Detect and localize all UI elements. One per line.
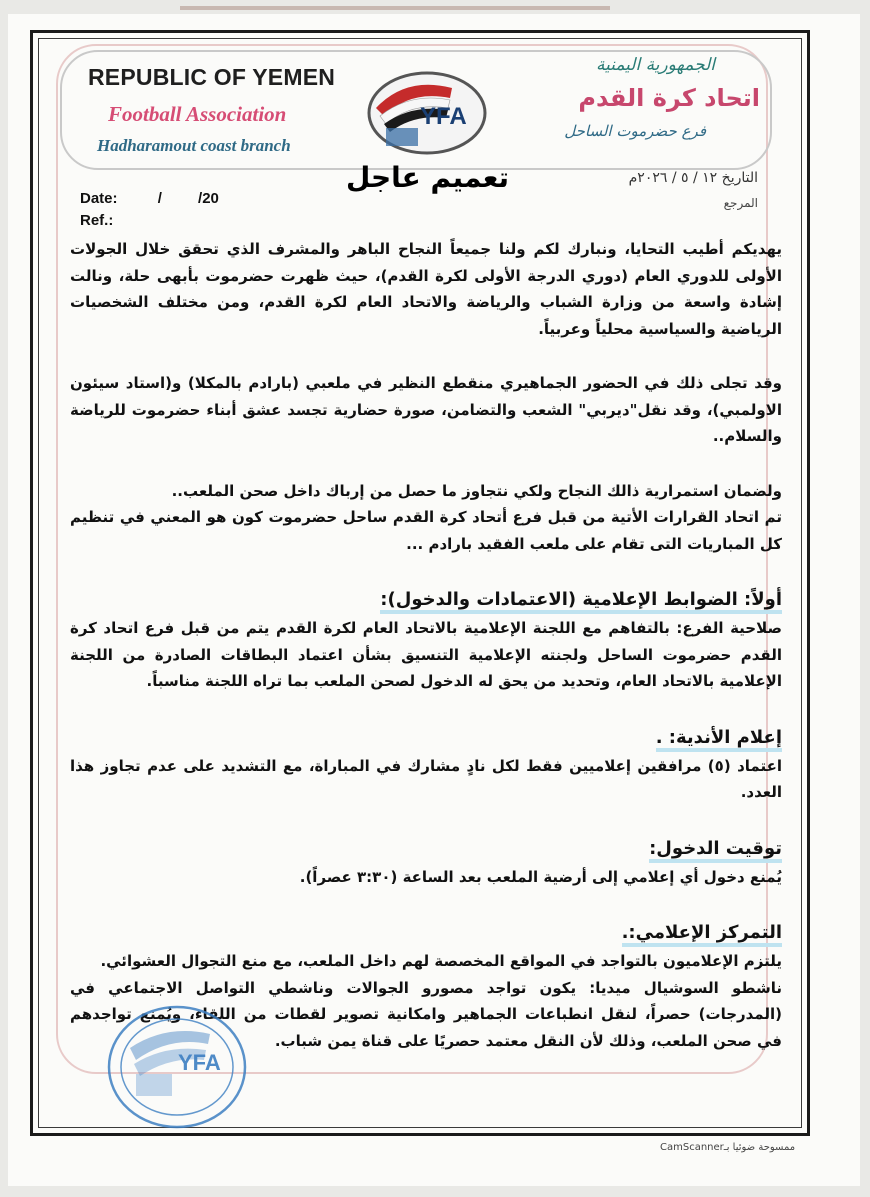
section-heading-media-positioning: التمركز الإعلامي:. [70, 918, 782, 948]
date-sep-1: / [157, 190, 162, 207]
date-field-en [80, 190, 219, 207]
scanner-label-ar: ممسوحة ضوئيا بـ [723, 1142, 796, 1153]
date-field-ar: التاريخ ١٢ / ٥ / ٢٠٢٦م [628, 170, 758, 186]
svg-text:YFA: YFA [178, 1050, 221, 1075]
date-label: Date: [80, 190, 118, 207]
intro-paragraph: يهديكم أطيب التحايا، ونبارك لكم ولنا جميعاً النجاح الباهر والمشرف الذي تحقق خلال الجولات الأولى للدوري العام (دوري الدرجة الأولى لكرة القدم)، حيث ظهرت حضرموت بأبهى حلة، ونالت إشادة واسعة من وزارة الشباب والرياضة والاتحاد العام لكرة القدم، ومن مختلف الشخصيات الرياضية والسياسية محلياً وعربياً. [70, 240, 782, 338]
section-text-club-media: اعتماد (٥) مرافقين إعلاميين فقط لكل نادٍ مشارك في المباراة، مع التشديد على عدم تجاوز هذا العدد. [70, 756, 782, 801]
official-seal-icon [106, 1004, 248, 1130]
scan-edge-mark [180, 6, 610, 10]
circular-body [70, 236, 782, 1054]
section-text-entry-time: يُمنع دخول أي إعلامي إلى أرضية الملعب بعد الساعة (٣:٣٠ عصراً). [299, 867, 782, 886]
letterhead-org: Football Association [108, 102, 287, 126]
svg-text:YFA: YFA [420, 103, 467, 130]
continuity-line: ولضمان استمرارية ذالك النجاح ولكي نتجاوز ما حصل من إرباك داخل صحن الملعب.. [171, 481, 782, 500]
ref-label: Ref.: [80, 212, 114, 229]
attendance-paragraph: وقد تجلى ذلك في الحضور الجماهيري منقطع النظير في ملعبي (بارادم بالمكلا) و(استاد سيئون الاولمبي)، وقد نقل"ديربي" الشعب والتضامن، صورة حضارية تجسد عشق أبناء حضرموت للرياضة والسلام.. [70, 374, 782, 445]
section-heading-entry-time: توقيت الدخول: [70, 834, 782, 864]
section-heading-media-rules: أولاً: الضوابط الإعلامية (الاعتمادات والدخول): [70, 585, 782, 615]
date-sep-2: /20 [198, 190, 219, 207]
decisions-paragraph: تم اتحاد القرارات الأتية من قبل فرع أتحاد كرة القدم ساحل حضرموت كون هو المعني في تنظيم كل المباريات التى تقام على ملعب الفقيد بارادم ... [70, 508, 782, 553]
section-text-social-media: ناشطو السوشيال ميديا: يكون تواجد مصورو الجوالات وناشطي التواصل الاجتماعي في (المدرجات) حصراً، لنقل انطباعات الجماهير وامكانية تصوير لقطات من اللقاء، ويُمنع تواجدهم في صحن الملعب، وذلك لأن النقل معتمد حصريًا على قناة يمن شباب. [70, 978, 782, 1050]
section-text-positioning: يلتزم الإعلاميون بالتواجد في المواقع المخصصة لهم داخل الملعب، مع منع التجوال العشوائي. [100, 952, 782, 970]
letterhead-branch-ar: فرع حضرموت الساحل [564, 122, 706, 140]
section-text-media-rules: صلاحية الفرع: بالتفاهم مع اللجنة الإعلامية بالاتحاد العام لكرة القدم يتم من قبل فرع اتحاد كرة القدم حضرموت الساحل ولجنته الإعلامية التنسيق بشأن اعتماد البطاقات الصادرة من اللجنة الإعلامية بالاتحاد العام، وتحديد من يحق له الدخول لصحن الملعب بما تراه اللجنة مناسباً. [70, 619, 782, 690]
ref-field-ar: المرجع [723, 196, 758, 210]
document-title: تعميم عاجل [346, 161, 510, 194]
yfa-logo-icon [366, 70, 488, 156]
scanner-label-en: CamScanner [660, 1142, 724, 1153]
letterhead-org-ar: اتحاد كرة القدم [578, 84, 760, 112]
section-heading-club-media: إعلام الأندية: . [70, 723, 782, 753]
scanner-watermark [660, 1142, 798, 1153]
letterhead-country: REPUBLIC OF YEMEN [88, 64, 336, 90]
letterhead-branch: Hadharamout coast branch [97, 136, 291, 155]
letterhead-country-ar: الجمهورية اليمنية [595, 55, 715, 75]
